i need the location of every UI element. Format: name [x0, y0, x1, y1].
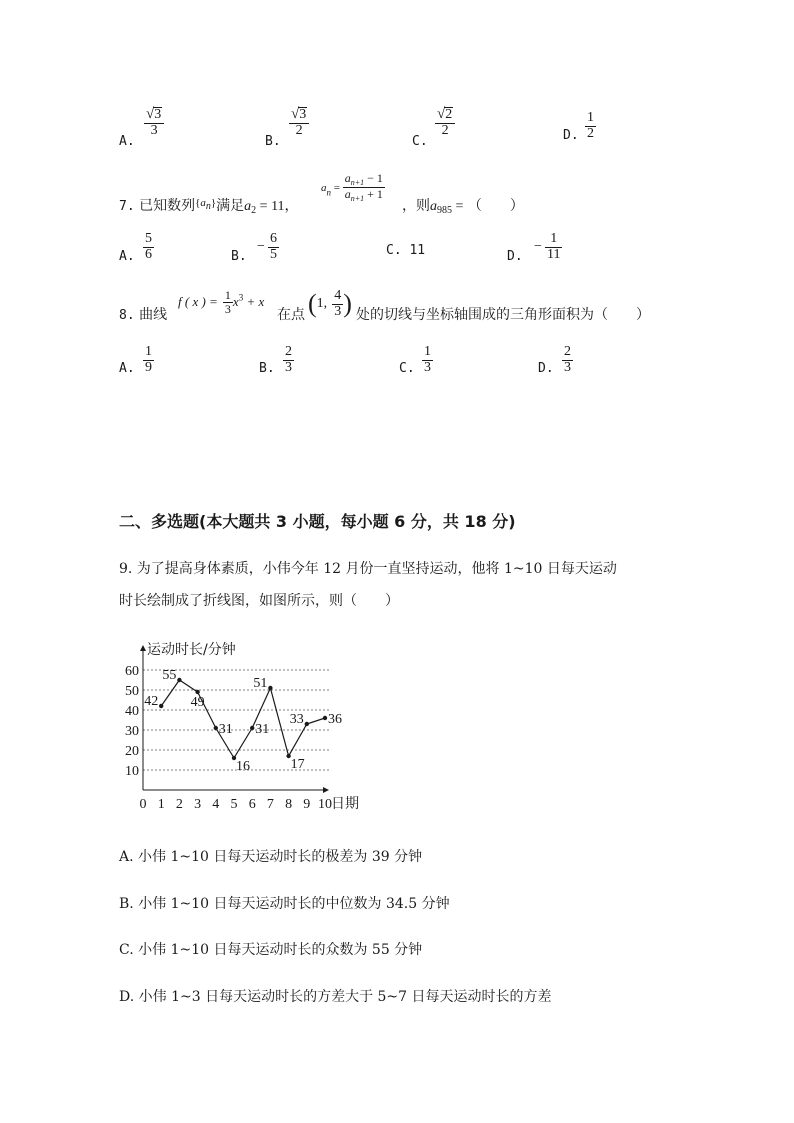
chart-y-ticks: [125, 664, 139, 779]
q7-rec-lhs: a: [321, 181, 327, 194]
data-label: 49: [190, 695, 205, 710]
q8-stem: [119, 304, 167, 324]
q8-option-a[interactable]: [119, 361, 135, 376]
q8-option-d-label: D.: [538, 361, 554, 376]
data-point: [305, 722, 309, 726]
x-tick-label: 8: [285, 797, 293, 812]
q7-recurrence: $a_n$ = $\frac{a_{n+1} - 1}{a_{n+1} + 1}$: [321, 171, 383, 204]
data-label: 55: [162, 668, 177, 683]
q7-option-d-value: 1 11: [547, 231, 561, 262]
q7-d-sign: −: [534, 239, 542, 254]
q6-a-den: 3: [150, 122, 158, 138]
q7-option-b-label: B.: [231, 249, 247, 264]
q9-stem-line2: 时长绘制成了折线图，如图所示，则（ ）: [119, 593, 399, 609]
y-tick-label: 40: [125, 704, 139, 719]
q8-text1: 曲线: [139, 307, 168, 323]
x-tick-label: 5: [230, 797, 238, 812]
q8-option-b-value: 2 3: [285, 344, 292, 375]
q8-number: 8.: [119, 308, 135, 323]
q8-function: f ( x ) = $\frac{1}{3}$ $x^3 + x$: [178, 288, 265, 316]
q7-option-d[interactable]: [507, 249, 523, 264]
data-label: 17: [290, 757, 305, 772]
y-tick-label: 60: [125, 664, 139, 679]
chart-y-axis-label: 运动时长/分钟: [147, 642, 236, 658]
x-tick-label: 10: [318, 797, 332, 812]
q6-c-den: 2: [441, 122, 449, 138]
q7-blank: （ ）: [467, 198, 524, 214]
q8-option-b[interactable]: [259, 361, 275, 376]
q6-option-d[interactable]: [563, 128, 579, 143]
data-point: [177, 678, 181, 682]
q9-line-chart: [125, 638, 378, 818]
q9-option-c[interactable]: C. 小伟 1~10 日每天运动时长的众数为 55 分钟: [119, 942, 423, 958]
q7-text2: 满足: [216, 198, 245, 214]
q7-b-sign: −: [257, 239, 265, 254]
q7-option-b[interactable]: [231, 249, 247, 264]
q6-c-radicand: 2: [445, 107, 453, 122]
x-tick-label: 0: [139, 797, 147, 812]
q7-option-d-label: D.: [507, 249, 523, 264]
q7-rec-fraction: $\frac{a_{n+1} - 1}{a_{n+1} + 1}$: [344, 171, 383, 204]
y-tick-label: 10: [125, 764, 139, 779]
x-tick-label: 2: [175, 797, 183, 812]
q8-point-y: $\frac{4}{3}$: [334, 288, 342, 319]
q7-target: a: [430, 199, 437, 214]
data-label: 51: [253, 676, 268, 691]
y-tick-label: 20: [125, 744, 139, 759]
chart-x-ticks: [140, 797, 333, 812]
q8-option-c[interactable]: [399, 361, 415, 376]
q9-option-d[interactable]: D. 小伟 1~3 日每天运动时长的方差大于 5~7 日每天运动时长的方差: [119, 989, 552, 1005]
q8-option-a-label: A.: [119, 361, 135, 376]
q8-option-c-label: C.: [399, 361, 415, 376]
y-tick-label: 30: [125, 724, 139, 739]
data-label: 31: [218, 722, 233, 737]
q6-option-d-value: [585, 111, 596, 141]
q6-b-radicand: 3: [299, 107, 307, 122]
data-point: [268, 686, 272, 690]
y-tick-label: 50: [125, 684, 139, 699]
q7-cond-sub: 2: [251, 205, 257, 216]
x-tick-label: 9: [303, 797, 311, 812]
q8-option-d[interactable]: [538, 361, 554, 376]
q9-option-b[interactable]: B. 小伟 1~10 日每天运动时长的中位数为 34.5 分钟: [119, 896, 450, 912]
q8-func: f ( x ) =: [178, 294, 218, 310]
q8-point: (1, $\frac{4}{3}$ ): [308, 288, 352, 319]
q9-stem-line1: 9. 为了提高身体素质，小伟今年 12 月份一直坚持运动，他将 1~10 日每天运动: [119, 561, 617, 577]
data-point: [250, 726, 254, 730]
q6-b-den: 2: [295, 122, 303, 138]
q7-option-a[interactable]: [119, 249, 135, 264]
data-label: 33: [289, 712, 304, 727]
q7-cond-var: a: [244, 199, 252, 214]
q6-option-a-label: A.: [119, 134, 135, 149]
q6-option-a-value: √ 3 3: [144, 107, 164, 138]
q9-option-a[interactable]: A. 小伟 1~10 日每天运动时长的极差为 39 分钟: [119, 849, 423, 865]
x-tick-label: 6: [248, 797, 256, 812]
q6-d-num: 1: [587, 110, 594, 125]
q7-option-c[interactable]: [386, 243, 425, 258]
q7-text1: 已知数列: [139, 198, 196, 214]
q8-option-c-value: 1 3: [424, 344, 431, 375]
q7-option-a-label: A.: [119, 249, 135, 264]
q6-option-b[interactable]: [265, 134, 281, 149]
q6-d-den: 2: [587, 125, 594, 141]
x-tick-label: 7: [266, 797, 274, 812]
q6-option-d-label: D.: [563, 128, 579, 143]
q7-cond-rhs: = 11，: [256, 199, 299, 214]
q7-text3: ，则: [402, 198, 430, 214]
x-axis-arrow: [323, 787, 329, 793]
section-2-title: 二、多选题(本大题共 3 小题，每小题 6 分，共 18 分): [119, 512, 516, 531]
y-axis-arrow: [140, 645, 146, 651]
q6-a-radicand: 3: [154, 107, 162, 122]
data-label: 36: [328, 712, 342, 727]
q6-option-c-value: √ 2 2: [435, 107, 455, 138]
q8-text3: 处的切线与坐标轴围成的三角形面积为（ ）: [356, 307, 650, 323]
q7-seq: {an}: [195, 197, 217, 212]
q8-option-a-value: 1 9: [145, 344, 152, 375]
data-label: 16: [236, 759, 250, 774]
q8-option-d-value: 2 3: [564, 344, 571, 375]
q7-option-a-value: 5 6: [145, 231, 152, 262]
q7-c-value: 11: [409, 243, 426, 258]
chart-x-axis-label: 日期: [331, 796, 359, 812]
q7-stem-tail: ，则$a_{985}$ = （ ）: [402, 198, 524, 216]
q7-stem: [119, 195, 299, 216]
data-label: 42: [144, 694, 159, 709]
data-label: 31: [255, 722, 270, 737]
x-tick-label: 3: [194, 797, 202, 812]
q6-option-c[interactable]: [412, 134, 428, 149]
data-point: [195, 690, 199, 694]
q8-coef: $\frac{1}{3}$: [224, 288, 231, 316]
q6-option-b-value: √ 3 2: [289, 107, 309, 138]
q7-rec-num: a: [344, 171, 351, 185]
q7-option-b-value: 6 5: [270, 231, 277, 262]
x-tick-label: 4: [212, 797, 220, 812]
q7-option-c-label: C.: [386, 243, 402, 258]
data-point: [214, 726, 218, 730]
data-point: [323, 716, 327, 720]
q7-number: 7.: [119, 199, 135, 214]
chart-data-labels: [144, 668, 342, 774]
q8-text2: 在点: [277, 307, 305, 323]
q7-rec-den: a: [344, 187, 351, 202]
q8-option-b-label: B.: [259, 361, 275, 376]
q6-option-a[interactable]: [119, 134, 135, 149]
x-tick-label: 1: [157, 797, 165, 812]
data-point: [159, 704, 163, 708]
q6-option-c-label: C.: [412, 134, 428, 149]
q6-option-b-label: B.: [265, 134, 281, 149]
